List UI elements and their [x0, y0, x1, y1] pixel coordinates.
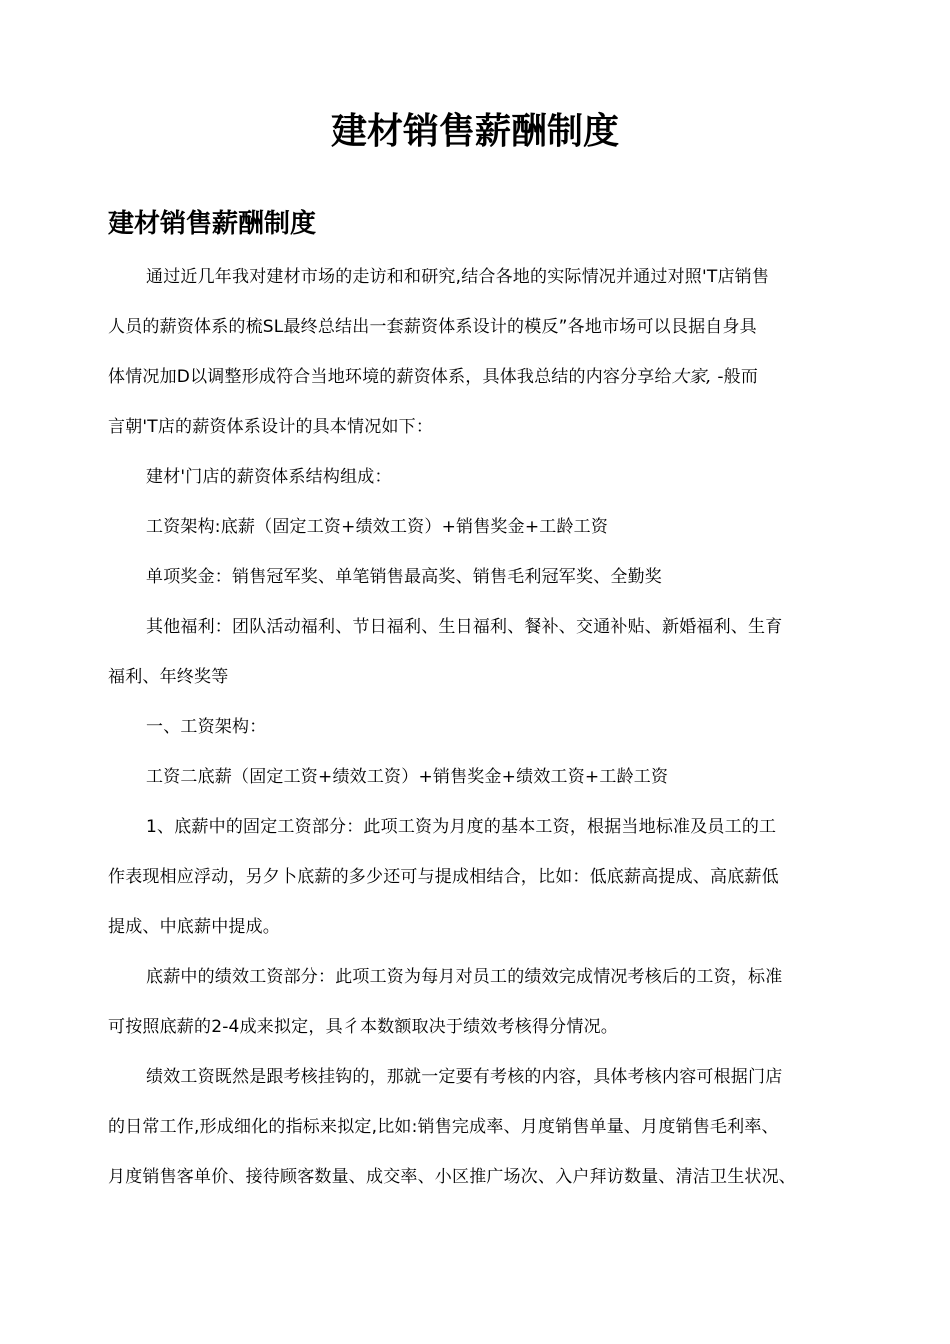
paragraph-line: 底薪中的绩效工资部分：此项工资为每月对员工的绩效完成情况考核后的工资，标准: [146, 967, 783, 987]
document-title: 建材销售薪酬制度: [330, 111, 619, 152]
paragraph-line: 其他福利：团队活动福利、节日福利、生日福利、餐补、交通补贴、新婚福利、生育: [146, 617, 783, 637]
paragraph-line: 的日常工作,形成细化的指标来拟定,比如:销售完成率、月度销售单量、月度销售毛利率、: [108, 1117, 779, 1137]
line-segment: -般而: [711, 367, 759, 387]
paragraph-line: 单项奖金：销售冠军奖、单笔销售最高奖、销售毛利冠军奖、全勤奖: [146, 567, 662, 587]
line-segment: 体情况加D以调整形成符合当地环境的薪资体系，具体我总结的内容分享给: [108, 367, 672, 387]
paragraph-line: 工资架构:底薪（固定工资+绩效工资）+销售奖金+工龄工资: [146, 517, 609, 537]
paragraph-line: 通过近几年我对建材市场的走访和和研究,结合各地的实际情况并通过对照'T店销售: [146, 267, 770, 287]
paragraph-line: 一、工资架构：: [146, 717, 267, 737]
paragraph-line: 绩效工资既然是跟考核挂钩的，那就一定要有考核的内容，具体考核内容可根据门店: [146, 1067, 783, 1087]
paragraph-line: 月度销售客单价、接待顾客数量、成交率、小区推广场次、入户拜访数量、清洁卫生状况、: [108, 1167, 796, 1187]
paragraph-line: 建材'门店的薪资体系结构组成：: [146, 467, 392, 487]
paragraph-line: 作表现相应浮动，另夕卜底薪的多少还可与提成相结合，比如：低底薪高提成、高底薪低: [108, 867, 779, 887]
document-body: [108, 252, 824, 1202]
paragraph-line: 提成、中底薪中提成。: [108, 917, 280, 937]
paragraph-line: 福利、年终奖等: [108, 667, 229, 687]
italic-segment: 大家,: [671, 367, 712, 387]
paragraph-line: 人员的薪资体系的梳SL最终总结出一套薪资体系设计的模反”各地市场可以艮据自身具: [108, 317, 757, 337]
paragraph-line: [108, 352, 824, 402]
paragraph-line: 1、底薪中的固定工资部分：此项工资为月度的基本工资，根据当地标准及员工的工: [146, 817, 777, 837]
section-heading: 建材销售薪酬制度: [108, 209, 317, 239]
paragraph-line: 言朝'T店的薪资体系设计的具本情况如下：: [108, 417, 434, 437]
paragraph-line: 可按照底薪的2-4成来拟定，具彳本数额取决于绩效考核得分情况。: [108, 1017, 618, 1037]
paragraph-line: 工资二底薪（固定工资+绩效工资）+销售奖金+绩效工资+工龄工资: [146, 767, 669, 787]
